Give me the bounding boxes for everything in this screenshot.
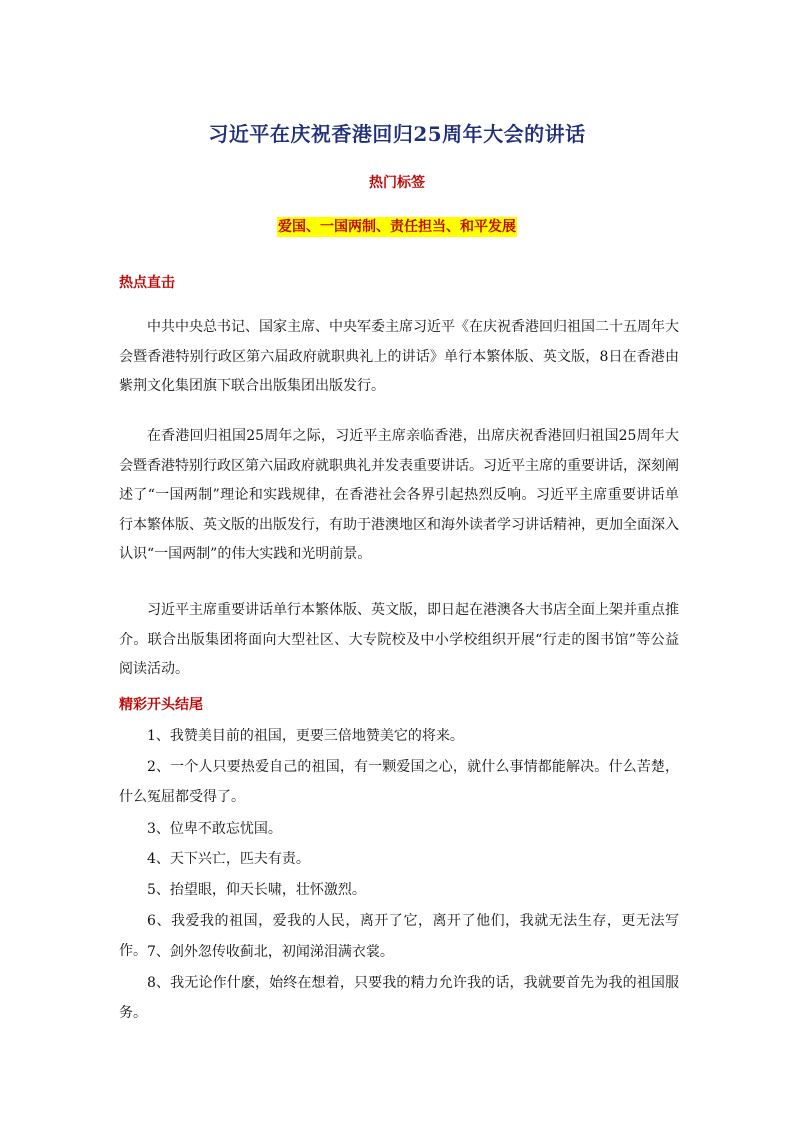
list-item: 5、抬望眼，仰天长啸，壮怀激烈。	[147, 882, 366, 898]
list-item: 2、一个人只要热爱自己的祖国，有一颗爱国之心，就什么事情都能解决。什么苦楚，什么冤屈都受得了。	[119, 759, 679, 805]
tag-list-container	[0, 216, 794, 237]
list-item: 6、我爱我的祖国，爱我的人民，离开了它，离开了他们，我就无法生存，更无法写作。	[119, 913, 679, 959]
paragraph: 在香港回归祖国25周年之际，习近平主席亲临香港，出席庆祝香港回归祖国25周年大会暨香港特别行政区第六届政府就职典礼并发表重要讲话。习近平主席的重要讲话，深刻阐述了“一国两制”理论和实践规律，在香港社会各界引起热烈反响。习近平主席重要讲话单行本繁体版、英文版的出版发行，有助于港澳地区和海外读者学习讲话精神，更加全面深入认识“一国两制”的伟大实践和光明前景。	[119, 428, 679, 562]
section-heading-quotes: 精彩开头结尾	[119, 697, 203, 713]
section-heading-hot-topics: 热点直击	[119, 275, 175, 291]
list-item: 8、我无论作什麽，始终在想着，只要我的精力允许我的话，我就要首先为我的祖国服务。	[119, 975, 679, 1021]
list-item: 3、位卑不敢忘忧国。	[147, 821, 282, 837]
list-item: 1、我赞美目前的祖国，更要三倍地赞美它的将来。	[147, 728, 464, 744]
tag-heading: 热门标签	[369, 175, 425, 191]
list-item: 4、天下兴亡，匹夫有责。	[147, 851, 310, 867]
paragraph: 习近平主席重要讲话单行本繁体版、英文版，即日起在港澳各大书店全面上架并重点推介。联合出版集团将面向大型社区、大专院校及中小学校组织开展“行走的图书馆”等公益阅读活动。	[119, 602, 679, 677]
paragraph: 中共中央总书记、国家主席、中央军委主席习近平《在庆祝香港回归祖国二十五周年大会暨香港特别行政区第六届政府就职典礼上的讲话》单行本繁体版、英文版，8日在香港由紫荆文化集团旗下联合出版集团出版发行。	[119, 319, 679, 394]
list-item: 7、剑外忽传收蓟北，初闻涕泪满衣裳。	[147, 944, 394, 960]
page-title: 习近平在庆祝香港回归25周年大会的讲话	[208, 122, 586, 146]
tag-list: 爱国、一国两制、责任担当、和平发展	[278, 219, 516, 235]
